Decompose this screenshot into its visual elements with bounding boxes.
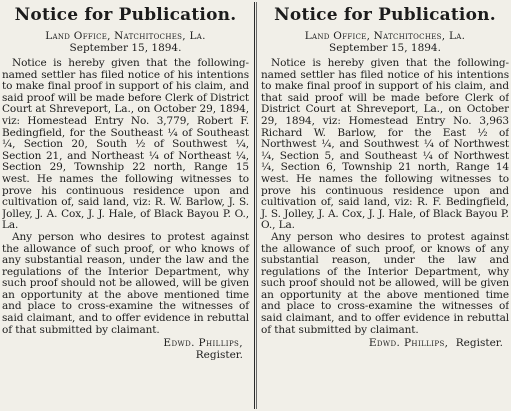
print-speck — [60, 330, 61, 332]
signature-title-line — [2, 349, 243, 361]
signature-name — [2, 337, 243, 349]
land-office-line — [2, 30, 249, 42]
notice-date: September 15, 1894. — [329, 42, 441, 54]
notice-column-right — [259, 4, 509, 407]
land-office-place: Natchitoches, La. — [114, 30, 206, 42]
column-divider-inner — [256, 2, 257, 409]
notice-body-paragraph: Notice is hereby given that the following-named settler has filed notice of his intentions to make final proof in support of his claim, and that said proof will be made before Clerk of District Court at Shreveport, La., on October 29, 1894, viz: Homestead Entry No. 3,963 Richard W. Barlow, for the East ½ of Northwest ¼, and Southwest ¼ of Northwest ¼, Section 5, and Southeast ¼ of Northwest ¼, Section 6, Township 21 north, Range 14 west. He names the following witnesses to prove his continuous residence upon and cultivation of, said land, viz: R. F. Bedingfield, J. S. Jolley, J. A. Cox, J. J. Hale, of Black Bayou P. O., La. — [261, 57, 509, 232]
notice-heading: Notice for Publication. — [14, 5, 237, 25]
column-divider — [254, 2, 255, 409]
land-office-place: Natchitoches, La. — [373, 30, 466, 42]
land-office-line — [261, 30, 509, 42]
register-name: Edwd. Phillips, — [368, 337, 449, 350]
register-title: Register. — [455, 337, 503, 350]
notice-date: September 15, 1894. — [69, 42, 182, 54]
notice-heading: Notice for Publication. — [274, 5, 496, 25]
protest-paragraph: Any person who desires to protest against the allowance of such proof, or who knows of any substantial reason, under the law and the regulations of the Interior Department, why such proof should not be allowed, will be given an opportunity at the above mentioned time and place to cross-examine the witnesses of said claimant, and to offer evidence in rebuttal of that submitted by claimant. — [2, 230, 249, 336]
land-office-label: Land Office, — [45, 30, 111, 42]
notice-body-paragraph: Notice is hereby given that the following-named settler has filed notice of his intentions to make final proof in support of his claim, and said proof will be made before Clerk of District Court at Shreveport, La., on October 29, 1894, viz: Homestead Entry No. 3,779, Robert F. Bedingfield, for the Southeast ¼ of Southeast ¼, Section 20, South ½ of Southwest ¼, Section 21, and Northeast ¼ of Northeast ¼, Section 29, Township 22 north, Range 15 west. He names the following witnesses to prove his continuous residence upon and cultivation of, said land, viz: R. W. Barlow, J. S. Jolley, J. A. Cox, J. J. Hale, of Black Bayou P. O., La. — [2, 57, 249, 232]
register-title: Register. — [195, 349, 243, 362]
land-office-label: Land Office, — [304, 30, 371, 42]
register-name: Edwd. Phillips, — [163, 337, 243, 350]
print-speck — [400, 250, 402, 251]
notice-column-left — [2, 4, 252, 407]
signature-line — [261, 337, 503, 349]
protest-paragraph: Any person who desires to protest against the allowance of such proof, or knows of any substantial reason, under the law and regulations of the Interior Department, why such proof should not be allowed, will be given an opportunity at the above mentioned time and place to cross-examine the witnesses of said claimant, and to offer evidence in rebuttal of that submitted by claimant. — [261, 230, 509, 336]
print-speck — [120, 60, 122, 62]
